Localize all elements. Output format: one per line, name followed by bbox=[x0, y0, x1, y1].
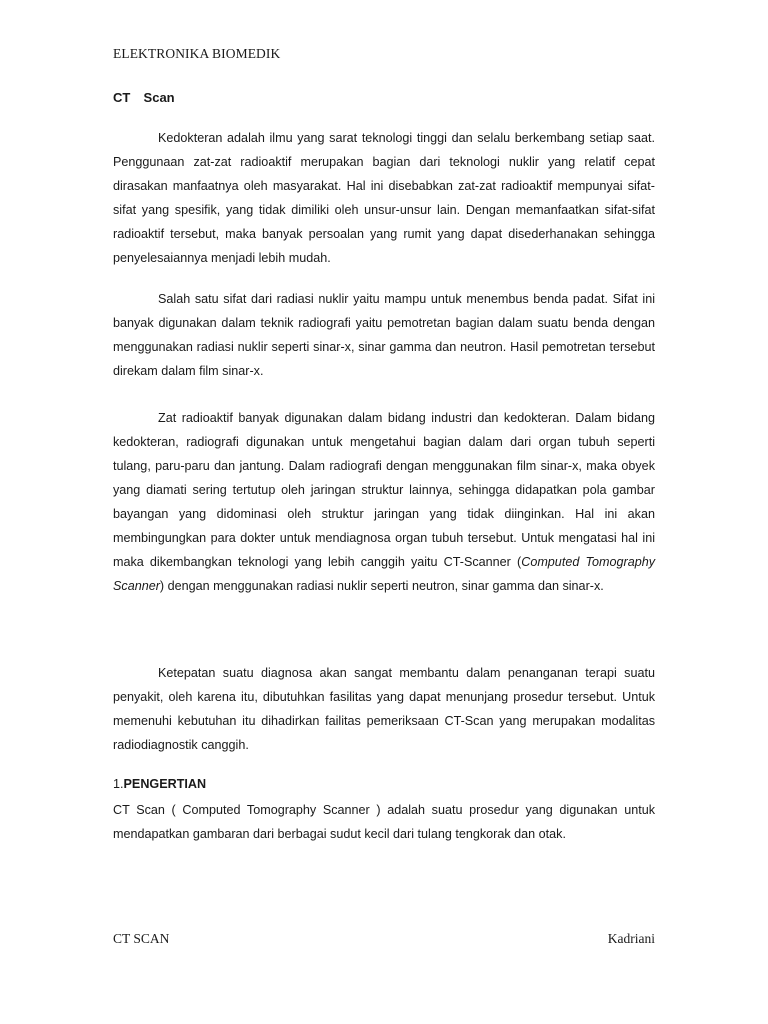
paragraph-radiation bbox=[113, 287, 655, 383]
paragraph-radiography bbox=[113, 406, 655, 598]
paragraph-introduction bbox=[113, 126, 655, 270]
footer-author: Kadriani bbox=[607, 931, 655, 946]
paragraph-diagnosis bbox=[113, 661, 655, 757]
footer-left-text: CT SCAN bbox=[113, 931, 170, 946]
section-title: CT Scan bbox=[113, 90, 175, 105]
paragraph-text: Ketepatan suatu diagnosa akan sangat membantu dalam penanganan terapi suatu penyakit, oleh karena itu, dibutuhkan fasilitas yang dapat menunjang prosedur tersebut. Untuk memenuhi kebutuhan itu dihadirkan failitas pemeriksaan CT-Scan yang merupakan modalitas radiodiagnostik canggih. bbox=[113, 666, 655, 752]
paragraph-text: Salah satu sifat dari radiasi nuklir yaitu mampu untuk menembus benda padat. Sifat ini banyak digunakan dalam teknik radiografi yaitu pemotretan bagian dalam suatu benda dengan menggunakan radiasi nuklir seperti sinar-x, sinar gamma dan neutron. Hasil pemotretan tersebut direkam dalam film sinar-x. bbox=[113, 292, 655, 378]
paragraph-text: Kedokteran adalah ilmu yang sarat teknologi tinggi dan selalu berkembang setiap saat. Penggunaan zat-zat radioaktif merupakan bagian dari teknologi nuklir yang relatif cepat dirasakan manfaatnya oleh masyarakat. Hal ini disebabkan zat-zat radioaktif mempunyai sifat-sifat yang spesifik, yang tidak dimiliki oleh unsur-unsur lain. Dengan memanfaatkan sifat-sifat radioaktif tersebut, maka banyak persoalan yang rumit yang dapat disederhanakan sehingga penyelesaiannya menjadi lebih mudah. bbox=[113, 131, 655, 265]
paragraph-definition bbox=[113, 798, 655, 846]
paragraph-text: ) dengan menggunakan radiasi nuklir seperti neutron, sinar gamma dan sinar-x. bbox=[159, 579, 604, 593]
paragraph-text: Zat radioaktif banyak digunakan dalam bidang industri dan kedokteran. Dalam bidang kedokteran, radiografi digunakan untuk mengetahui bagian dalam dari organ tubuh seperti tulang, paru-paru dan jantung. Dalam radiografi dengan menggunakan film sinar-x, maka obyek yang diamati sering tertutup oleh jaringan struktur lainnya, sehingga didapatkan pola gambar bayangan yang didominasi oleh struktur jaringan yang tidak diinginkan. Hal ini akan membingungkan para dokter untuk mendiagnosa organ tubuh tersebut. Untuk mengatasi hal ini maka dikembangkan teknologi yang lebih canggih yaitu CT-Scanner ( bbox=[113, 411, 655, 569]
subsection-title: PENGERTIAN bbox=[123, 777, 207, 791]
paragraph-italic-term: Computed Tomography Scanner bbox=[113, 555, 655, 593]
document-header-title: ELEKTRONIKA BIOMEDIK bbox=[113, 46, 281, 61]
paragraph-text: CT Scan ( Computed Tomography Scanner ) adalah suatu prosedur yang digunakan untuk mendapatkan gambaran dari berbagai sudut kecil dari tulang tengkorak dan otak. bbox=[113, 803, 655, 841]
subsection-heading bbox=[113, 777, 206, 791]
subsection-number: 1. bbox=[113, 777, 124, 791]
